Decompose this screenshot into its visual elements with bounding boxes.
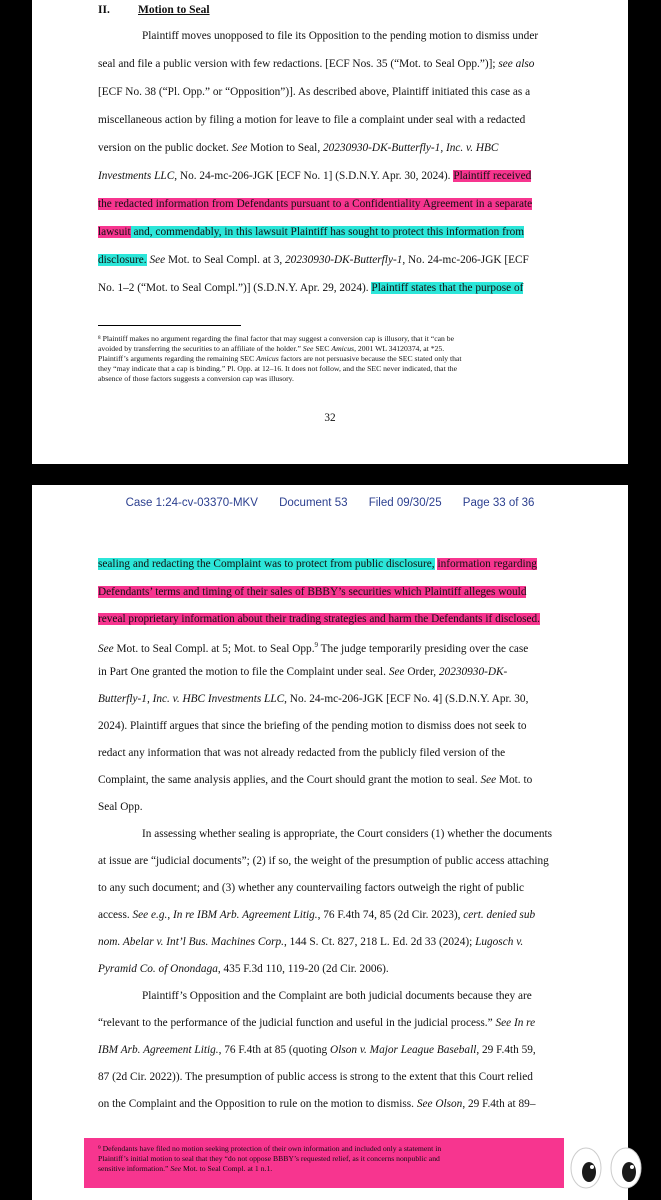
page-of: Page 33 of 36 <box>462 497 535 509</box>
paragraph-line: IBM Arb. Agreement Litig., 76 F.4th at 85 (quoting Olson v. Major League Baseball, 29 F.4th 59, <box>98 1044 536 1056</box>
highlight-cyan: sealing and redacting the Complaint was to protect from public disclosure, <box>98 558 435 570</box>
filed-date: Filed 09/30/25 <box>368 497 442 509</box>
highlight-pink: information regarding <box>437 558 537 570</box>
footnote-9-line: sensitive information.” See Mot. to Seal Compl. at 1 n.1. <box>98 1164 273 1173</box>
footnote-8-line: absence of those factors suggests a conversion cap was illusory. <box>98 374 294 383</box>
highlight-cyan: disclosure. <box>98 254 147 266</box>
paragraph-line: seal and file a public version with few redactions. [ECF Nos. 35 (“Mot. to Seal Opp.”)]; see also <box>98 58 535 70</box>
paragraph-line: Plaintiff moves unopposed to file its Opposition to the pending motion to dismiss under <box>142 30 539 42</box>
paragraph-line <box>98 585 526 599</box>
footnote-8-line: Plaintiff’s arguments regarding the remaining SEC Amicus factors are not persuasive because the SEC stated only that <box>98 354 462 363</box>
paragraph-line: Investments LLC, No. 24-mc-206-JGK [ECF No. 1] (S.D.N.Y. Apr. 30, 2024). Plaintiff received <box>98 170 532 182</box>
paragraph-line: In assessing whether sealing is appropriate, the Court considers (1) whether the documents <box>142 828 553 840</box>
paragraph-line <box>98 225 524 239</box>
paragraph-line: at issue are “judicial documents”; (2) if so, the weight of the presumption of public access attaching <box>98 855 549 867</box>
paragraph-line <box>98 612 540 626</box>
document-number: Document 53 <box>279 497 348 509</box>
eyes-emoji-icon <box>566 1146 656 1190</box>
footnote-8-line: avoided by transferring the securities to an affiliate of the holder.” See SEC Amicus, 2001 WL 34120374, at *25. <box>98 344 445 353</box>
highlight-pink: the redacted information from Defendants pursuant to a Confidentiality Agreement in a separate <box>98 198 533 210</box>
section-number: II. <box>98 4 110 16</box>
paragraph-line: miscellaneous action by filing a motion for leave to file a complaint under seal with a redacted <box>98 114 526 126</box>
document-page-32 <box>32 0 628 464</box>
paragraph-line: Pyramid Co. of Onondaga, 435 F.3d 110, 119-20 (2d Cir. 2006). <box>98 963 389 975</box>
section-title: Motion to Seal <box>138 4 210 16</box>
paragraph-line: Seal Opp. <box>98 801 143 813</box>
left-eye <box>571 1148 601 1188</box>
footnote-9-highlight <box>84 1138 564 1188</box>
paragraph-line: 87 (2d Cir. 2022)). The presumption of public access is strong to the extent that this Court relied <box>98 1071 533 1083</box>
footnote-9-line: Plaintiff’s initial motion to seal that they “do not oppose BBBY’s requested relief, as it concerns nonpublic and <box>98 1154 440 1163</box>
paragraph-line: See Mot. to Seal Compl. at 5; Mot. to Seal Opp.$^9$ The judge temporarily presiding over the case <box>98 641 529 655</box>
paragraph-line: in Part One granted the motion to file the Complaint under seal. See Order, 20230930-DK- <box>98 666 508 678</box>
paragraph-line: “relevant to the performance of the judicial function and useful in the judicial process.” See In re <box>98 1017 536 1029</box>
paragraph-line: access. See e.g., In re IBM Arb. Agreement Litig., 76 F.4th 74, 85 (2d Cir. 2023), cert. denied sub <box>98 909 536 921</box>
footnote-divider <box>98 325 241 326</box>
paragraph-line: disclosure. See Mot. to Seal Compl. at 3, 20230930-DK-Butterfly-1, No. 24-mc-206-JGK [ECF <box>98 254 529 266</box>
paragraph-line: [ECF No. 38 (“Pl. Opp.” or “Opposition”)]. As described above, Plaintiff initiated this case as a <box>98 86 531 98</box>
paragraph-line: Butterfly-1, Inc. v. HBC Investments LLC, No. 24-mc-206-JGK [ECF No. 4] (S.D.N.Y. Apr. 30, <box>98 693 529 705</box>
case-header <box>32 497 628 509</box>
case-number: Case 1:24-cv-03370-MKV <box>125 497 258 509</box>
highlight-pink: reveal proprietary information about their trading strategies and harm the Defendants if disclosed. <box>98 613 540 625</box>
paragraph-line: on the Complaint and the Opposition to rule on the motion to dismiss. See Olson, 29 F.4th at 89– <box>98 1098 536 1110</box>
highlight-pink: Defendants’ terms and timing of their sales of BBBY’s securities which Plaintiff alleges would <box>98 586 527 598</box>
paragraph-line: nom. Abelar v. Int’l Bus. Machines Corp., 144 S. Ct. 827, 218 L. Ed. 2d 33 (2024); Lugosch v. <box>98 936 524 948</box>
highlight-cyan: Plaintiff states that the purpose of <box>371 282 524 294</box>
paragraph-line <box>98 557 537 571</box>
paragraph-line: Complaint, the same analysis applies, and the Court should grant the motion to seal. See Mot. to <box>98 774 533 786</box>
highlight-pink: Plaintiff received <box>453 170 532 182</box>
paragraph-line: Plaintiff’s Opposition and the Complaint are both judicial documents because they are <box>142 990 532 1002</box>
right-eye <box>611 1148 641 1188</box>
footnote-9-line: ⁹ Defendants have filed no motion seeking protection of their own information and included only a statement in <box>98 1144 442 1153</box>
section-heading <box>98 4 210 16</box>
paragraph-line: version on the public docket. See Motion to Seal, 20230930-DK-Butterfly-1, Inc. v. HBC <box>98 142 499 154</box>
paragraph-line: to any such document; and (3) whether any countervailing factors outweigh the right of public <box>98 882 525 894</box>
highlight-cyan: and, commendably, in this lawsuit Plaintiff has sought to protect this information from <box>130 226 525 238</box>
page-number: 32 <box>324 412 336 424</box>
paragraph-line <box>98 197 532 211</box>
footnote-8-line: they “may indicate that a cap is binding.” Pl. Opp. at 12–16. It does not follow, and the SEC never indicated, that the <box>98 364 458 373</box>
paragraph-line: 2024). Plaintiff argues that since the briefing of the pending motion to dismiss does not seek to <box>98 720 527 732</box>
paragraph-line: No. 1–2 (“Mot. to Seal Compl.”)] (S.D.N.Y. Apr. 29, 2024). Plaintiff states that the purpose of <box>98 282 524 294</box>
paragraph-line: redact any information that was not already redacted from the publicly filed version of the <box>98 747 506 759</box>
footnote-8-line: ⁸ Plaintiff makes no argument regarding the final factor that may suggest a conversion cap is illusory, that it “can be <box>98 334 455 343</box>
highlight-pink: lawsuit <box>98 226 131 238</box>
document-page-33 <box>32 485 628 1200</box>
